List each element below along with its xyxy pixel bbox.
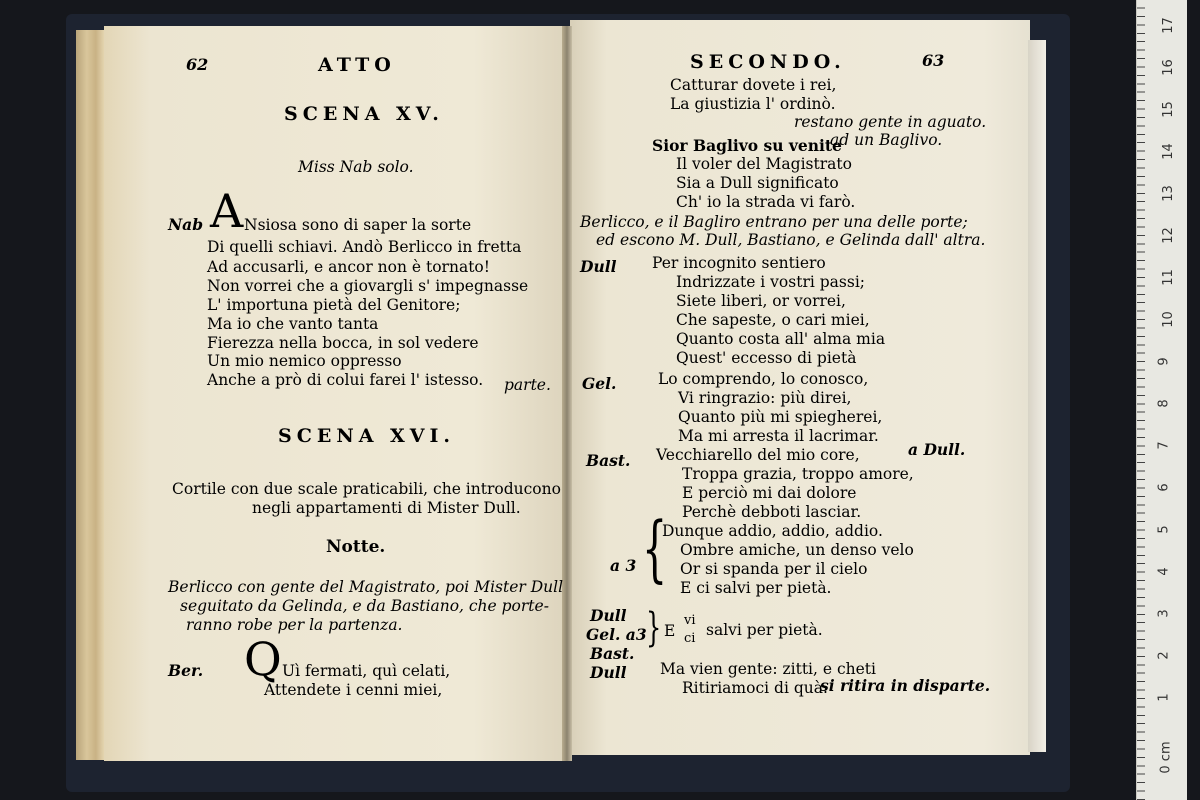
- speaker-group-gel: Gel. a3: [586, 625, 647, 644]
- speaker-ber: Ber.: [168, 661, 204, 680]
- final-line-2: Ritiriamoci di quà.: [682, 679, 828, 697]
- time-label-notte: Notte.: [326, 537, 386, 557]
- bast-line: E perciò mi dai dolore: [682, 484, 857, 502]
- stage-direction-parte: parte.: [504, 376, 551, 394]
- dull-line: Indrizzate i vostri passi;: [676, 273, 865, 291]
- ruler-number: 0 cm: [1158, 741, 1174, 774]
- dull-line: Quanto costa all' alma mia: [676, 330, 886, 348]
- speaker-bast: Bast.: [586, 451, 631, 470]
- verse-line: Il voler del Magistrato: [676, 155, 852, 173]
- verse-line: Sia a Dull significato: [676, 174, 839, 192]
- bast-line: Perchè debboti lasciar.: [682, 503, 862, 521]
- nab-line-1: Nsiosa sono di saper la sorte: [244, 216, 472, 234]
- nab-line: Un mio nemico oppresso: [207, 352, 402, 370]
- nab-line: Di quelli schiavi. Andò Berlicco in fretta: [207, 238, 522, 256]
- stage-direction-ritira: si ritira in disparte.: [820, 676, 991, 695]
- nab-line: Anche a prò di colui farei l' istesso.: [207, 371, 484, 389]
- speaker-group-bast: Bast.: [590, 644, 635, 663]
- gel-line: Ma mi arresta il lacrimar.: [678, 427, 879, 445]
- trio-brace: {: [642, 506, 668, 590]
- ber-line-1: Uì fermati, quì celati,: [282, 662, 451, 680]
- setting-line-1: Cortile con due scale praticabili, che introducono: [172, 480, 561, 498]
- drop-cap-a: A: [210, 184, 244, 238]
- ber-line-2: Attendete i cenni miei,: [264, 681, 443, 699]
- stage-direction-line: Berlicco con gente del Magistrato, poi Mister Dull: [168, 578, 564, 596]
- speaker-group-dull: Dull: [590, 606, 627, 625]
- running-head-right: SECONDO.: [690, 51, 846, 73]
- trio-line: Or si spanda per il cielo: [680, 560, 868, 578]
- ruler-number: 17: [1160, 17, 1176, 34]
- dull-line: Siete liberi, or vorrei,: [676, 292, 846, 310]
- dull-line: Per incognito sentiero: [652, 254, 826, 272]
- ruler-number: 14: [1160, 143, 1176, 160]
- bast-line: Troppa grazia, troppo amore,: [682, 465, 914, 483]
- trio-line: Dunque addio, addio, addio.: [662, 522, 883, 540]
- ruler-number: 9: [1156, 357, 1172, 366]
- group-rest: salvi per pietà.: [706, 621, 823, 639]
- nab-line: Non vorrei che a giovargli s' impegnasse: [207, 277, 529, 295]
- ruler-number: 15: [1160, 101, 1176, 118]
- ruler-number: 12: [1160, 227, 1176, 244]
- speaker-dull: Dull: [580, 257, 617, 276]
- ruler-number: 1: [1156, 693, 1172, 702]
- verse-line: La giustizia l' ordinò.: [670, 95, 836, 113]
- ruler-number: 7: [1156, 441, 1172, 450]
- stage-direction-line: seguitato da Gelinda, e da Bastiano, che porte-: [180, 597, 549, 615]
- group-ci: ci: [684, 631, 696, 646]
- verse-line: Ch' io la strada vi farò.: [676, 193, 856, 211]
- ruler-number: 5: [1156, 525, 1172, 534]
- left-page: [104, 26, 566, 761]
- nab-line: L' importuna pietà del Genitore;: [207, 296, 461, 314]
- ruler-number: 13: [1160, 185, 1176, 202]
- gel-line: Quanto più mi spiegherei,: [678, 408, 883, 426]
- stage-direction-baglivo: ad un Baglivo.: [830, 131, 943, 149]
- speaker-gel: Gel.: [582, 374, 617, 393]
- ruler-number: 3: [1156, 609, 1172, 618]
- gel-line: Vi ringrazio: più direi,: [678, 389, 852, 407]
- stage-direction-exit-1: Berlicco, e il Bagliro entrano per una delle porte;: [580, 213, 968, 231]
- stage-direction-a-dull: a Dull.: [908, 440, 966, 459]
- page-edges-right: [1028, 40, 1046, 752]
- bast-line: Vecchiarello del mio core,: [656, 446, 860, 464]
- ruler-number: 8: [1156, 399, 1172, 408]
- scene-15-title: SCENA XV.: [284, 103, 444, 125]
- group-vi: vi: [684, 613, 696, 628]
- dull-line: Quest' eccesso di pietà: [676, 349, 857, 367]
- ruler-number: 6: [1156, 483, 1172, 492]
- verse-line: Catturar dovete i rei,: [670, 76, 837, 94]
- gel-line: Lo comprendo, lo conosco,: [658, 370, 869, 388]
- trio-line: E ci salvi per pietà.: [680, 579, 832, 597]
- nab-line: Ma io che vanto tanta: [207, 315, 379, 333]
- sior-baglivo-line: Sior Baglivo su venite: [652, 136, 842, 155]
- a3-label: a 3: [610, 556, 637, 575]
- stage-direction-line: ranno robe per la partenza.: [186, 616, 403, 634]
- running-head-left: ATTO: [318, 54, 396, 76]
- ruler-number: 4: [1156, 567, 1172, 576]
- group-e: E: [664, 622, 676, 640]
- final-line-1: Ma vien gente: zitti, e cheti: [660, 660, 876, 678]
- ruler-number: 11: [1160, 269, 1176, 286]
- dull-line: Che sapeste, o cari miei,: [676, 311, 870, 329]
- book-gutter: [562, 26, 572, 761]
- speaker-nab: Nab: [168, 215, 204, 234]
- nab-line: Fierezza nella bocca, in sol vedere: [207, 334, 479, 352]
- trio-line: Ombre amiche, un denso velo: [680, 541, 914, 559]
- page-number-left: 62: [186, 55, 209, 74]
- page-number-right: 63: [922, 51, 945, 70]
- scene-15-stage-direction: Miss Nab solo.: [298, 158, 414, 176]
- ruler-number: 10: [1160, 311, 1176, 328]
- drop-cap-q: Q: [244, 632, 282, 686]
- ruler-number: 2: [1156, 651, 1172, 660]
- speaker-dull-2: Dull: [590, 663, 627, 682]
- scene-16-title: SCENA XVI.: [278, 425, 456, 447]
- nab-line: Ad accusarli, e ancor non è tornato!: [207, 258, 490, 276]
- group-brace: }: [646, 605, 662, 651]
- stage-direction-restano: restano gente in aguato.: [794, 113, 987, 131]
- stage-direction-exit-2: ed escono M. Dull, Bastiano, e Gelinda dall' altra.: [596, 231, 986, 249]
- ruler-number: 16: [1160, 59, 1176, 76]
- setting-line-2: negli appartamenti di Mister Dull.: [252, 499, 521, 517]
